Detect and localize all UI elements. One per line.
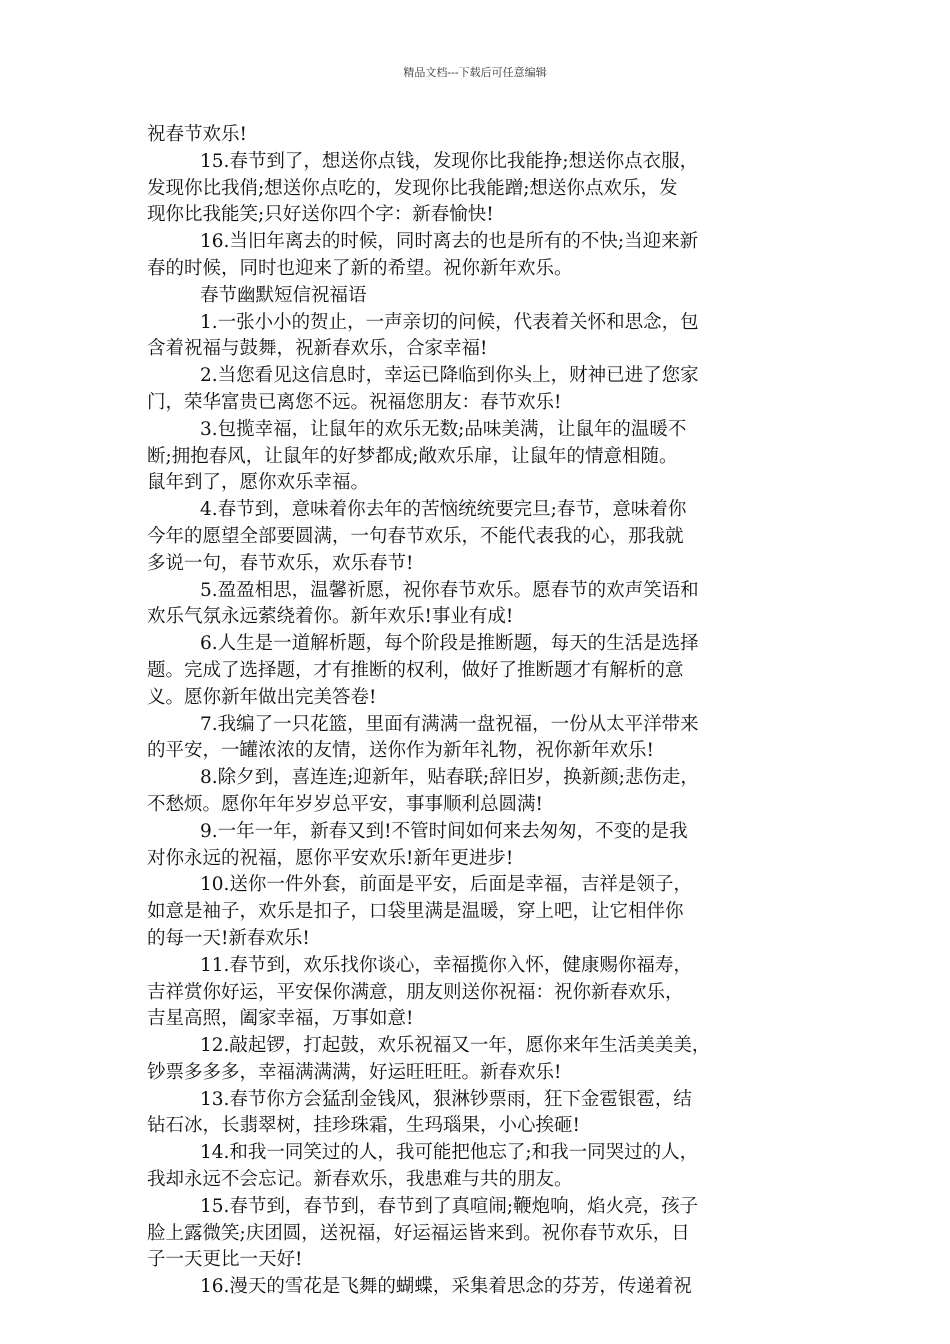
text-line: 我却永远不会忘记。新春欢乐，我患难与共的朋友。 (147, 1169, 573, 1191)
text-line: 11.春节到，欢乐找你谈心，幸福揽你入怀，健康赐你福寿， (200, 954, 692, 976)
text-line: 现你比我能笑;只好送你四个字：新春愉快! (147, 204, 494, 226)
text-line: 16.漫天的雪花是飞舞的蝴蝶，采集着思念的芬芳，传递着祝 (200, 1276, 692, 1298)
text-line: 子一天更比一天好! (147, 1249, 303, 1271)
text-line: 门，荣华富贵已离您不远。祝福您朋友：春节欢乐! (147, 391, 562, 413)
text-line: 13.春节你方会猛刮金钱风，狠淋钞票雨，狂下金雹银雹，结 (200, 1088, 692, 1110)
text-line: 春的时候，同时也迎来了新的希望。祝你新年欢乐。 (147, 257, 573, 279)
text-line: 今年的愿望全部要圆满，一句春节欢乐，不能代表我的心，那我就 (147, 525, 684, 547)
text-line: 7.我编了一只花篮，里面有满满一盘祝福，一份从太平洋带来 (200, 713, 699, 735)
text-line: 吉星高照，阖家幸福，万事如意! (147, 1008, 414, 1030)
text-line: 鼠年到了，愿你欢乐幸福。 (147, 472, 370, 494)
text-line: 10.送你一件外套，前面是平安，后面是幸福，吉祥是领子， (200, 874, 692, 896)
text-line: 1.一张小小的贺止，一声亲切的问候，代表着关怀和思念，包 (200, 311, 699, 333)
text-line: 发现你比我俏;想送你点吃的，发现你比我能蹭;想送你点欢乐，发 (147, 177, 678, 199)
text-line: 8.除夕到，喜连连;迎新年，贴春联;辞旧岁，换新颜;悲伤走， (200, 767, 699, 789)
text-line: 15.春节到了，想送你点钱，发现你比我能挣;想送你点衣服， (200, 150, 699, 172)
text-line: 12.敲起锣，打起鼓，欢乐祝福又一年，愿你来年生活美美美， (200, 1035, 711, 1057)
document-body (147, 122, 809, 1301)
text-line: 吉祥赏你好运，平安保你满意，朋友则送你祝福：祝你新春欢乐， (147, 981, 684, 1003)
text-line: 钞票多多多，幸福满满满，好运旺旺旺。新春欢乐! (147, 1061, 562, 1083)
text-line: 多说一句，春节欢乐，欢乐春节! (147, 552, 414, 574)
text-line: 不愁烦。愿你年年岁岁总平安，事事顺利总圆满! (147, 793, 543, 815)
text-line: 15.春节到，春节到，春节到了真喧闹;鞭炮响，焰火亮，孩子 (200, 1195, 699, 1217)
text-line: 的平安，一罐浓浓的友情，送你作为新年礼物，祝你新年欢乐! (147, 740, 654, 762)
text-line: 9.一年一年，新春又到!不管时间如何来去匆匆，不变的是我 (200, 820, 688, 842)
text-line: 春节幽默短信祝福语 (200, 284, 367, 306)
text-line: 14.和我一同笑过的人，我可能把他忘了;和我一同哭过的人， (200, 1142, 699, 1164)
text-line: 16.当旧年离去的时候，同时离去的也是所有的不快;当迎来新 (200, 231, 699, 253)
text-line: 义。愿你新年做出完美答卷! (147, 686, 377, 708)
text-line: 题。完成了选择题，才有推断的权利，做好了推断题才有解析的意 (147, 659, 684, 681)
text-line: 欢乐气氛永远萦绕着你。新年欢乐!事业有成! (147, 606, 514, 628)
text-line: 5.盈盈相思，温馨祈愿，祝你春节欢乐。愿春节的欢声笑语和 (200, 579, 699, 601)
text-line: 祝春节欢乐! (147, 124, 247, 145)
text-line: 断;拥抱春风，让鼠年的好梦都成;敞欢乐扉，让鼠年的情意相随。 (147, 445, 678, 467)
text-line: 3.包揽幸福，让鼠年的欢乐无数;品味美满，让鼠年的温暖不 (200, 418, 687, 440)
text-line: 脸上露微笑;庆团圆，送祝福，好运福运皆来到。祝你春节欢乐，日 (147, 1222, 690, 1244)
text-line: 对你永远的祝福，愿你平安欢乐!新年更进步! (147, 847, 514, 869)
text-line: 如意是袖子，欢乐是扣子，口袋里满是温暖，穿上吧，让它相伴你 (147, 901, 684, 923)
text-line: 钻石冰，长翡翠树，挂珍珠霜，生玛瑙果，小心挨砸! (147, 1115, 580, 1137)
text-line: 4.春节到，意味着你去年的苦恼统统要完旦;春节，意味着你 (200, 499, 687, 521)
text-line: 的每一天!新春欢乐! (147, 927, 310, 949)
text-line: 6.人生是一道解析题，每个阶段是推断题，每天的生活是选择 (200, 633, 699, 655)
text-line: 含着祝福与鼓舞，祝新春欢乐，合家幸福! (147, 338, 488, 360)
text-line: 2.当您看见这信息时，幸运已降临到你头上，财神已进了您家 (200, 365, 699, 387)
page-header: 精品文档---下载后可任意编辑 (403, 66, 547, 79)
